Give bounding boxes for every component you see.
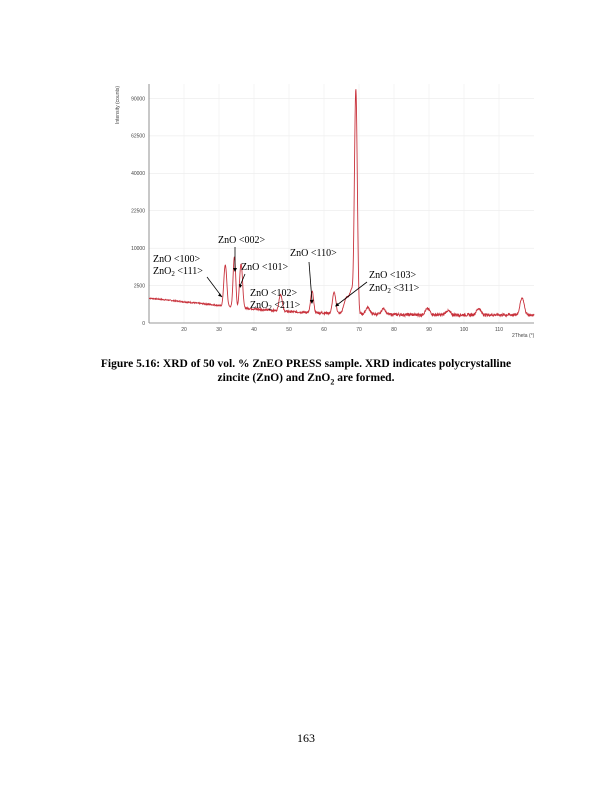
- y-tick-label: 62500: [131, 133, 145, 140]
- annotation-zno-102: [250, 288, 301, 312]
- annotation-zno-101: [239, 262, 289, 288]
- y-tick-label: 22500: [131, 208, 145, 215]
- annotation-label: ZnO <101>: [241, 262, 289, 273]
- x-tick-label: 50: [286, 327, 292, 333]
- x-tick-label: 110: [495, 327, 503, 333]
- annotation-label: ZnO$_2$ <311>: [369, 283, 420, 295]
- caption-line-2: zincite (ZnO) and ZnO$_2$ are formed.: [217, 372, 395, 387]
- annotation-arrow: [309, 262, 312, 301]
- y-tick-label: 10000: [131, 245, 145, 252]
- caption-line-1: Figure 5.16: XRD of 50 vol. % ZnEO PRESS sample. XRD indicates polycrystalline: [100, 358, 512, 370]
- x-axis-label: 2Theta (°): [512, 333, 535, 339]
- annotation-zno-103: [335, 270, 420, 307]
- y-tick-label: 90000: [131, 96, 145, 103]
- figure-caption: [100, 357, 512, 389]
- chart-grid: [149, 84, 534, 323]
- x-tick-labels: [181, 327, 503, 333]
- x-tick-label: 100: [459, 327, 469, 333]
- annotation-label: ZnO <103>: [369, 270, 417, 281]
- annotation-label: ZnO <110>: [290, 248, 337, 259]
- series-line: [149, 89, 534, 316]
- annotation-label: ZnO$_2$ <111>: [153, 266, 203, 278]
- chart-axes: [149, 84, 534, 323]
- annotation-label: ZnO <102>: [250, 288, 298, 299]
- x-tick-label: 80: [391, 327, 397, 333]
- y-tick-label: 0: [142, 320, 145, 327]
- arrow-head: [218, 293, 222, 297]
- annotation-zno-100: [153, 254, 222, 297]
- y-axis-label: Intensity (counts): [115, 85, 121, 125]
- x-tick-label: 30: [216, 327, 222, 333]
- page-number: 163: [297, 731, 315, 745]
- x-tick-label: 40: [251, 327, 257, 333]
- y-tick-label: 40000: [131, 171, 145, 178]
- annotation-label: ZnO <002>: [218, 235, 266, 246]
- y-tick-labels: [131, 96, 145, 327]
- annotation-label: ZnO <100>: [153, 254, 201, 265]
- annotation-label: ZnO$_2$ <211>: [250, 300, 301, 312]
- peak-annotations: [153, 235, 420, 312]
- x-tick-label: 20: [181, 327, 187, 333]
- y-tick-label: 2500: [133, 283, 145, 290]
- x-tick-label: 90: [426, 327, 432, 333]
- x-tick-label: 60: [321, 327, 327, 333]
- x-tick-label: 70: [356, 327, 362, 333]
